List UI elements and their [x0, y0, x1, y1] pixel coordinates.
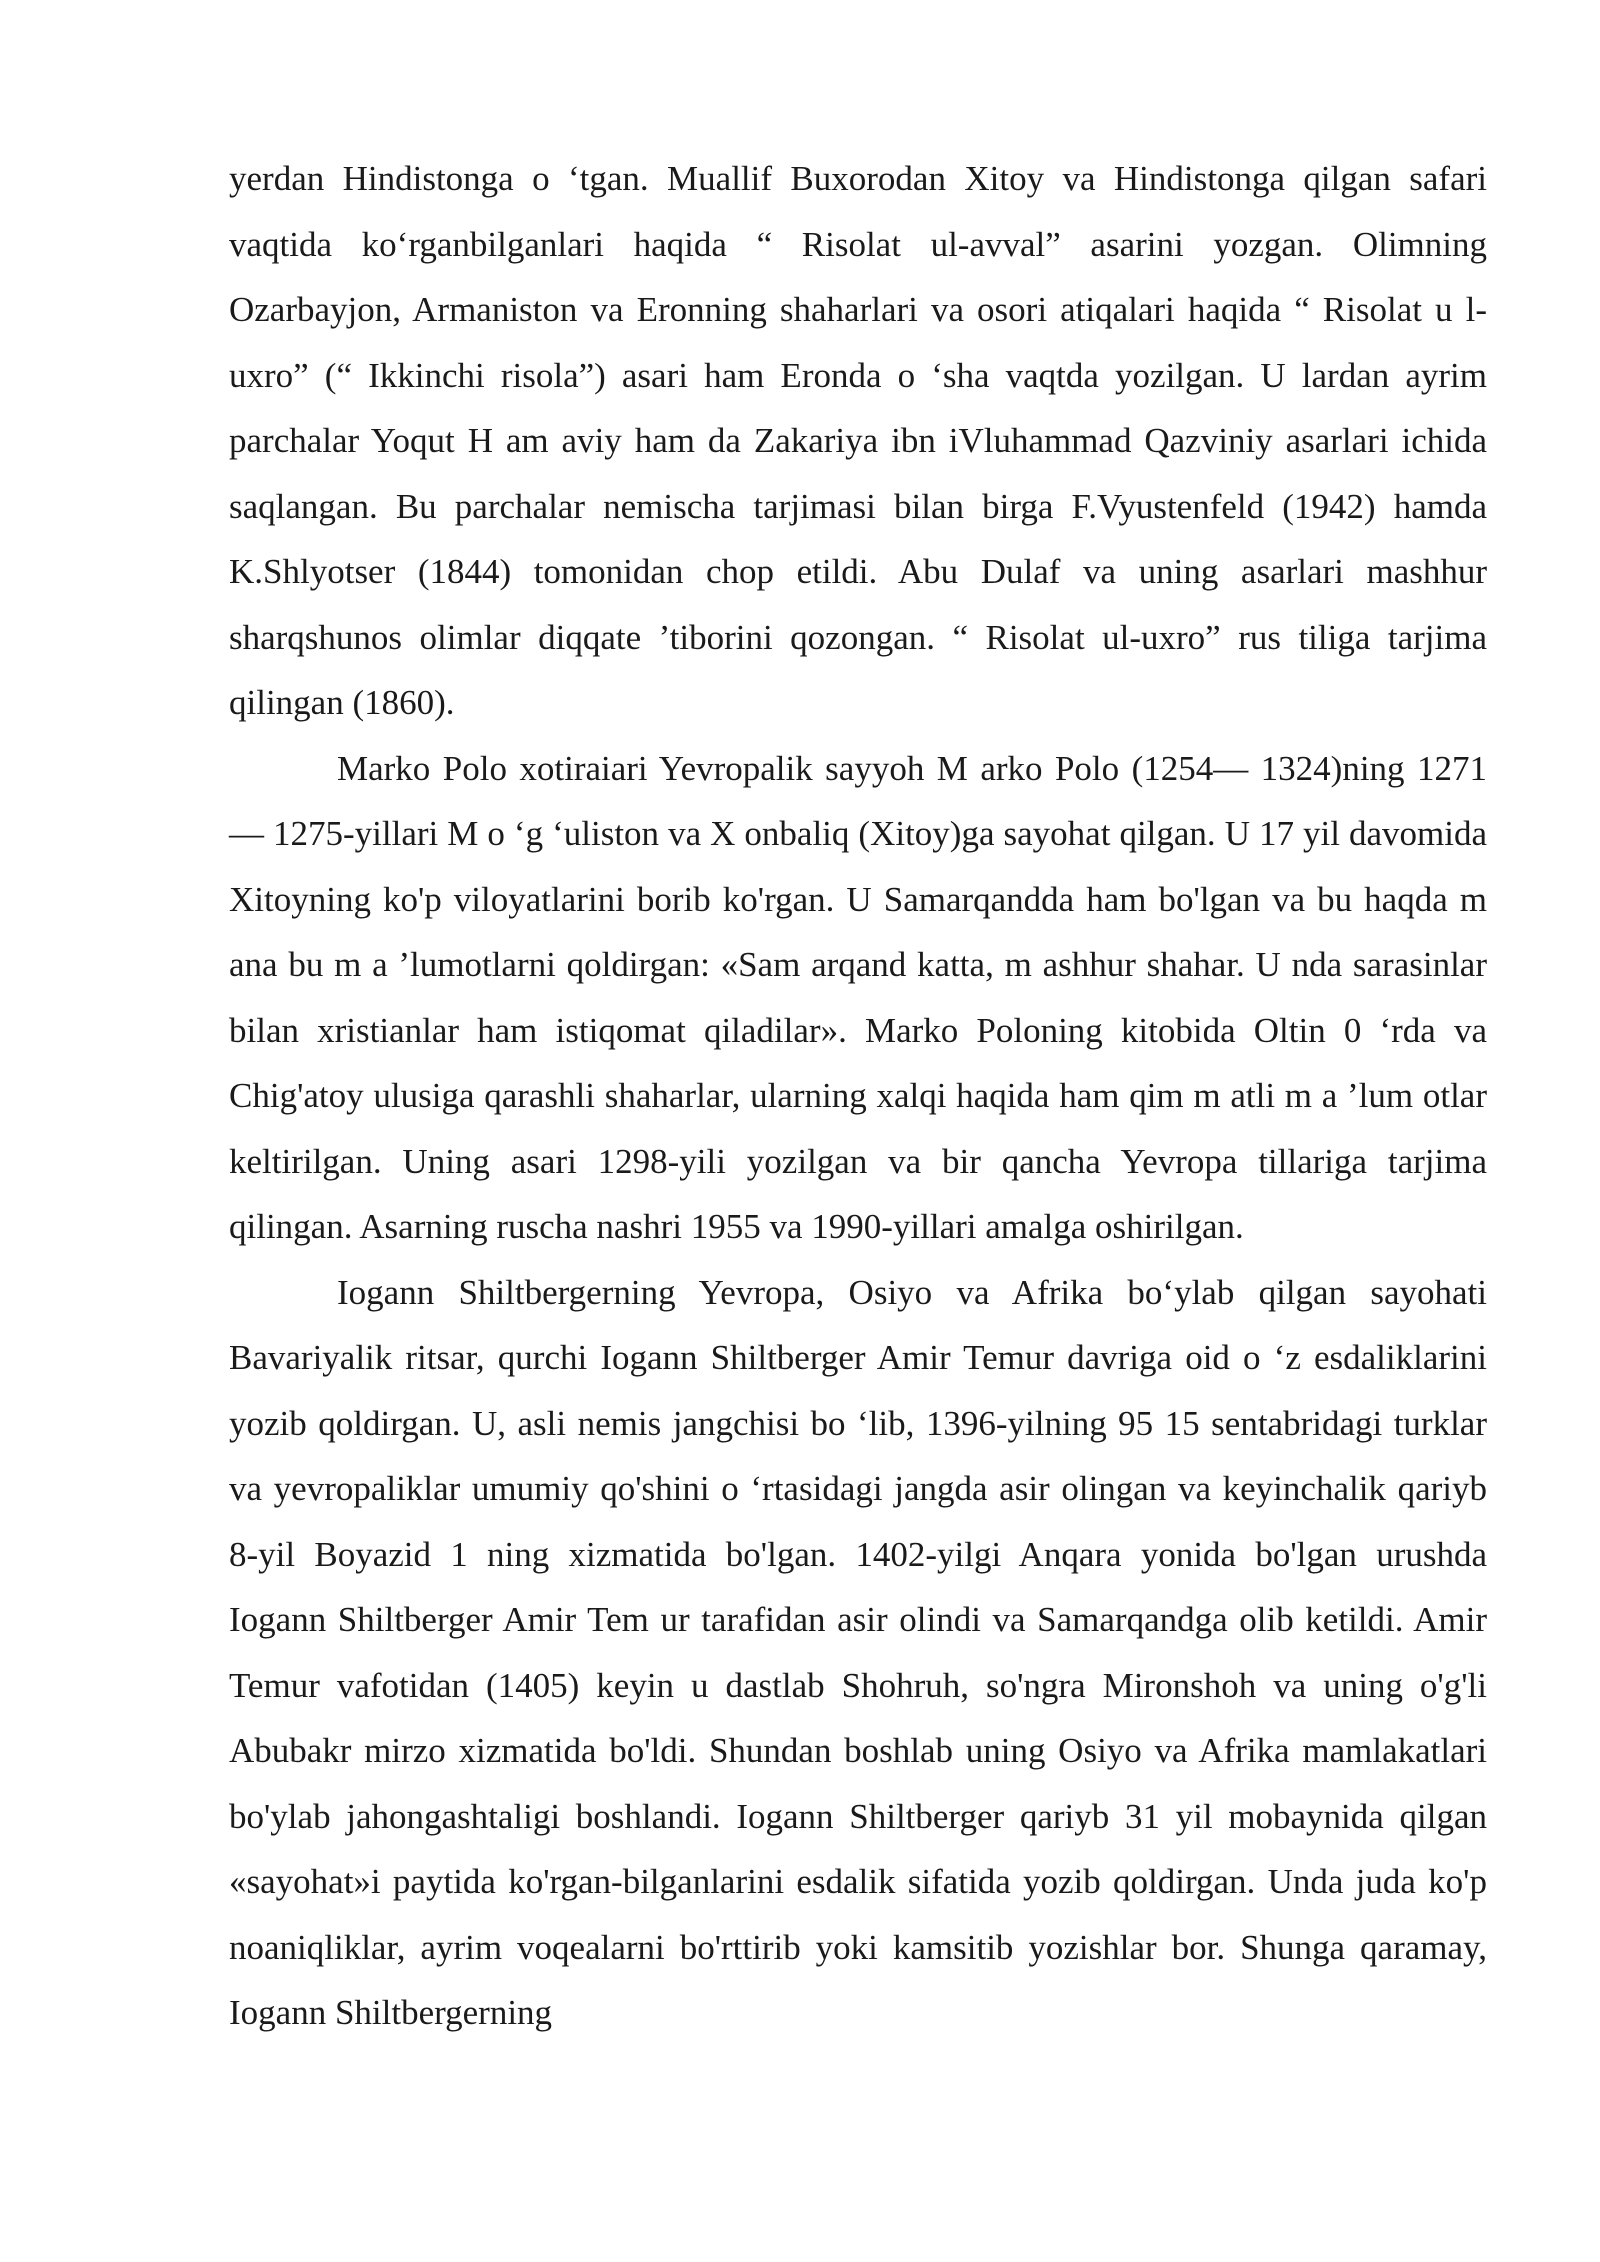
body-text [229, 146, 1487, 2046]
paragraph-shiltberger: Iogann Shiltbergerning Yevropa, Osiyo va Afrika bo‘ylab qilgan sayohati Bavariyalik ritsar, qurchi Iogann Shiltberger Amir Temur davriga oid o ‘z esdaliklarini yozib qoldirgan. U, asli nemis jangchisi bo ‘lib, 1396-yilning 95 15 sentabridagi turklar va yevropaliklar umumiy qo'shini o ‘rtasidagi jangda asir olingan va keyinchalik qariyb 8-yil Boyazid 1 ning xizmatida bo'lgan. 1402-yilgi Anqara yonida bo'lgan urushda Iogann Shiltberger Amir Tem ur tarafidan asir olindi va Samarqandga olib ketildi. Amir Temur vafotidan (1405) keyin u dastlab Shohruh, so'ngra Mironshoh va uning o'g'li Abubakr mirzo xizmatida bo'ldi. Shundan boshlab uning Osiyo va Afrika mamlakatlari bo'ylab jahongashtaligi boshlandi. Iogann Shiltberger qariyb 31 yil mobaynida qilgan «sayohat»i paytida ko'rgan-bilganlarini esdalik sifatida yozib qoldirgan. Unda juda ko'p noaniqliklar, ayrim voqealarni bo'rttirib yoki kamsitib yozishlar bor. Shunga qaramay, Iogann Shiltbergerning [229, 1272, 1487, 2032]
paragraph-marko-polo: Marko Polo xotiraiari Yevropalik sayyoh M arko Polo (1254— 1324)ning 1271 — 1275-yillari M o ‘g ‘uliston va X onbaliq (Xitoy)ga sayohat qilgan. U 17 yil davomida Xitoyning ko'p viloyatlarini borib ko'rgan. U Samarqandda ham bo'lgan va bu haqda m ana bu m a ’lumotlarni qoldirgan: «Sam arqand katta, m ashhur shahar. U nda sarasinlar bilan xristianlar ham istiqomat qiladilar». Marko Poloning kitobida Oltin 0 ‘rda va Chig'atoy ulusiga qarashli shaharlar, ularning xalqi haqida ham qim m atli m a ’lum otlar keltirilgan. Uning asari 1298-yili yozilgan va bir qancha Yevropa tillariga tarjima qilingan. Asarning ruscha nashri 1955 va 1990-yillari amalga oshirilgan. [229, 748, 1487, 1246]
paragraph-abu-dulaf: yerdan Hindistonga o ‘tgan. Muallif Buxorodan Xitoy va Hindistonga qilgan safari vaqtida ko‘rganbilganlari haqida “ Risolat ul-avval” asarini yozgan. Olimning Ozarbayjon, Armaniston va Eronning shaharlari va osori atiqalari haqida “ Risolat u l-uxro” (“ Ikkinchi risola”) asari ham Eronda o ‘sha vaqtda yozilgan. U lardan ayrim parchalar Yoqut H am aviy ham da Zakariya ibn iVluhammad Qazviniy asarlari ichida saqlangan. Bu parchalar nemischa tarjimasi bilan birga F.Vyustenfeld (1942) hamda K.Shlyotser (1844) tomonidan chop etildi. Abu Dulaf va uning asarlari mashhur sharqshunos olimlar diqqate ’tiborini qozongan. “ Risolat ul-uxro” rus tiliga tarjima qilingan (1860). [229, 159, 1487, 722]
